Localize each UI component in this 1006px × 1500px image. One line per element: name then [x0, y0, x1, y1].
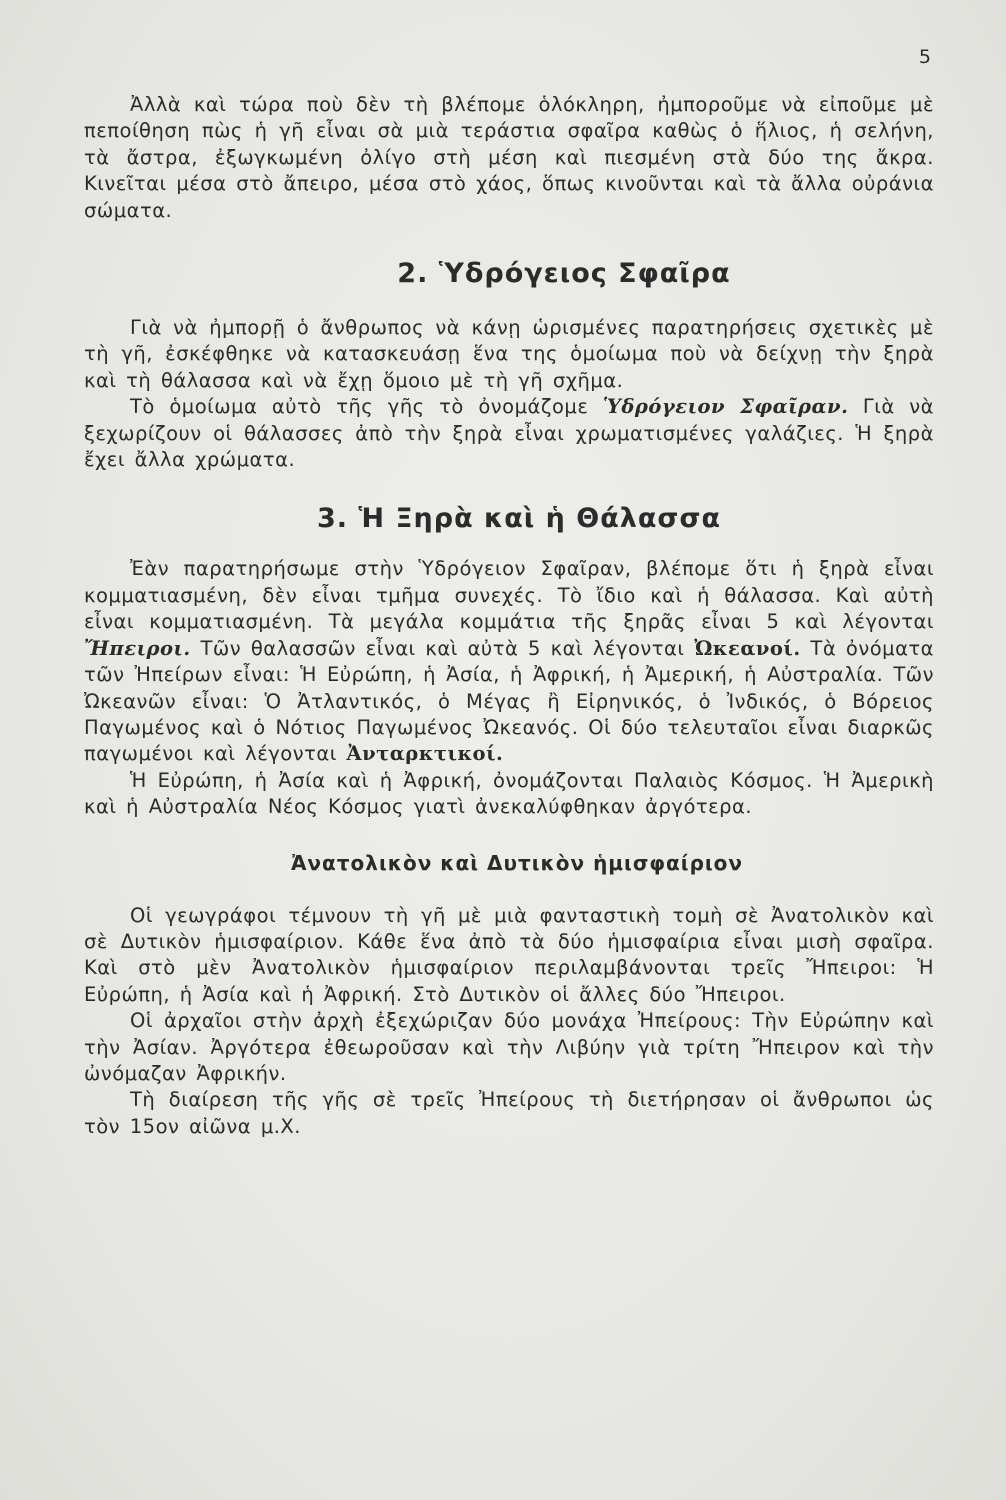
section-2-paragraph-1: Γιὰ νὰ ἠμπορῇ ὁ ἄνθρωπος νὰ κάνῃ ὡρισμένες παρατηρήσεις σχετικὲς μὲ τὴ γῆ, ἐσκέφθηκε νὰ κατασκευάσῃ ἕνα της ὁμοίωμα ποὺ νὰ δείχνῃ τὴν ξηρὰ καὶ τὴ θάλασσα καὶ νὰ ἔχῃ ὅμοιο μὲ τὴ γῆ σχῆμα.	[84, 316, 934, 392]
section-2-p2-text-a: Τὸ ὁμοίωμα αὐτὸ τῆς γῆς τὸ ὀνομάζομε	[130, 395, 589, 419]
intro-paragraph: Ἀλλὰ καὶ τώρα ποὺ δὲν τὴ βλέπομε ὁλόκληρη, ἠμποροῦμε νὰ εἰποῦμε μὲ πεποίθηση πὼς ἡ γῆ εἶναι σὰ μιὰ τεράστια σφαῖρα καθὼς ὁ ἥλιος, ἡ σελήνη, τὰ ἄστρα, ἐξωγκωμένη ὀλίγο στὴ μέση καὶ πιεσμένη στὰ δύο της ἄκρα. Κινεῖται μέσα στὸ ἄπειρο, μέσα στὸ χάος, ὅπως κινοῦνται καὶ τὰ ἄλλα οὐράνια σώματα.	[84, 93, 934, 222]
section-3-p1-text-b: Τῶν θαλασσῶν εἶναι καὶ αὐτὰ 5 καὶ λέγονται	[200, 636, 685, 660]
okeanoi-term: Ὠκεανοί.	[694, 636, 801, 660]
hemispheres-heading: Ἀνατολικὸν καὶ Δυτικὸν ἡμισφαίριον	[290, 850, 744, 875]
section-2-heading: 2. Ὑδρόγειος Σφαῖρα	[397, 258, 731, 290]
section-3-paragraph-2: Ἡ Εὐρώπη, ἡ Ἀσία καὶ ἡ Ἀφρική, ὀνομάζονται Παλαιὸς Κόσμος. Ἡ Ἀμερικὴ καὶ ἡ Αὐστραλία Νέος Κόσμος γιατὶ ἀνεκαλύφθηκαν ἀργότερα.	[84, 768, 934, 819]
epeiroi-term: Ἤπειροι.	[84, 636, 191, 660]
page-content	[84, 92, 934, 1140]
section-3-paragraph-1	[84, 556, 934, 767]
hemispheres-paragraph-2: Οἱ ἀρχαῖοι στὴν ἀρχὴ ἐξεχώριζαν δύο μονάχα Ἠπείρους: Τὴν Εὐρώπην καὶ τὴν Ἀσίαν. Ἀργότερα ἐθεωροῦσαν καὶ τὴν Λιβύην γιὰ τρίτη Ἤπειρον καὶ τὴν ὠνόμαζαν Ἀφρικήν.	[84, 1009, 934, 1085]
section-3-heading: 3. Ἡ Ξηρὰ καὶ ἡ Θάλασσα	[316, 503, 722, 535]
hemispheres-paragraph-1: Οἱ γεωγράφοι τέμνουν τὴ γῆ μὲ μιὰ φανταστικὴ τομὴ σὲ Ἀνατολικὸν καὶ σὲ Δυτικὸν ἡμισφαίριον. Κάθε ἕνα ἀπὸ τὰ δύο ἡμισφαίρια εἶναι μισὴ σφαῖρα. Καὶ στὸ μὲν Ἀνατολικὸν ἡμισφαίριον περιλαμβάνονται τρεῖς Ἤπειροι: Ἡ Εὐρώπη, ἡ Ἀσία καὶ ἡ Ἀφρική. Στὸ Δυτικὸν οἱ ἄλλες δύο Ἤπειροι.	[84, 903, 934, 1006]
section-2-paragraph-2	[84, 394, 934, 473]
section-2-p2-text-b: Γιὰ νὰ ξεχωρίζουν οἱ θάλασσες ἀπὸ τὴν ξηρὰ εἶναι χρωματισμένες γαλάζιες. Ἡ ξηρὰ ἔχει ἄλλα χρώματα.	[84, 395, 935, 472]
section-3-p1-text-c: Τὰ ὀνόματα τῶν Ἠπείρων εἶναι: Ἡ Εὐρώπη, ἡ Ἀσία, ἡ Ἀφρική, ἡ Ἀμερική, ἡ Αὐστραλία. Τῶν Ὠκεανῶν εἶναι: Ὁ Ἀτλαντικός, ὁ Μέγας ἢ Εἰρηνικός, ὁ Ἰνδικός, ὁ Βόρειος Παγωμένος καὶ ὁ Νότιος Παγωμένος Ὠκεανός. Οἱ δύο τελευταῖοι εἶναι διαρκῶς παγωμένοι καὶ λέγονται	[84, 636, 935, 766]
hemispheres-paragraph-3: Τὴ διαίρεση τῆς γῆς σὲ τρεῖς Ἠπείρους τὴ διετήρησαν οἱ ἄνθρωποι ὡς τὸν 15ον αἰῶνα μ.Χ.	[84, 1088, 934, 1138]
page-number: 5	[918, 46, 932, 68]
hydrogeios-sphaira-term: Ὑδρόγειον Σφαῖραν.	[602, 395, 849, 419]
antarktikoi-term: Ἀνταρκτικοί.	[346, 742, 504, 766]
section-3-p1-text-a: Ἐὰν παρατηρήσωμε στὴν Ὑδρόγειον Σφαῖραν, βλέπομε ὅτι ἡ ξηρὰ εἶναι κομματιασμένη, δὲν εἶναι τμῆμα συνεχές. Τὸ ἴδιο καὶ ἡ θάλασσα. Καὶ αὐτὴ εἶναι κομματιασμένη. Τὰ μεγάλα κομμάτια τῆς ξηρᾶς εἶναι 5 καὶ λέγονται	[84, 557, 934, 634]
